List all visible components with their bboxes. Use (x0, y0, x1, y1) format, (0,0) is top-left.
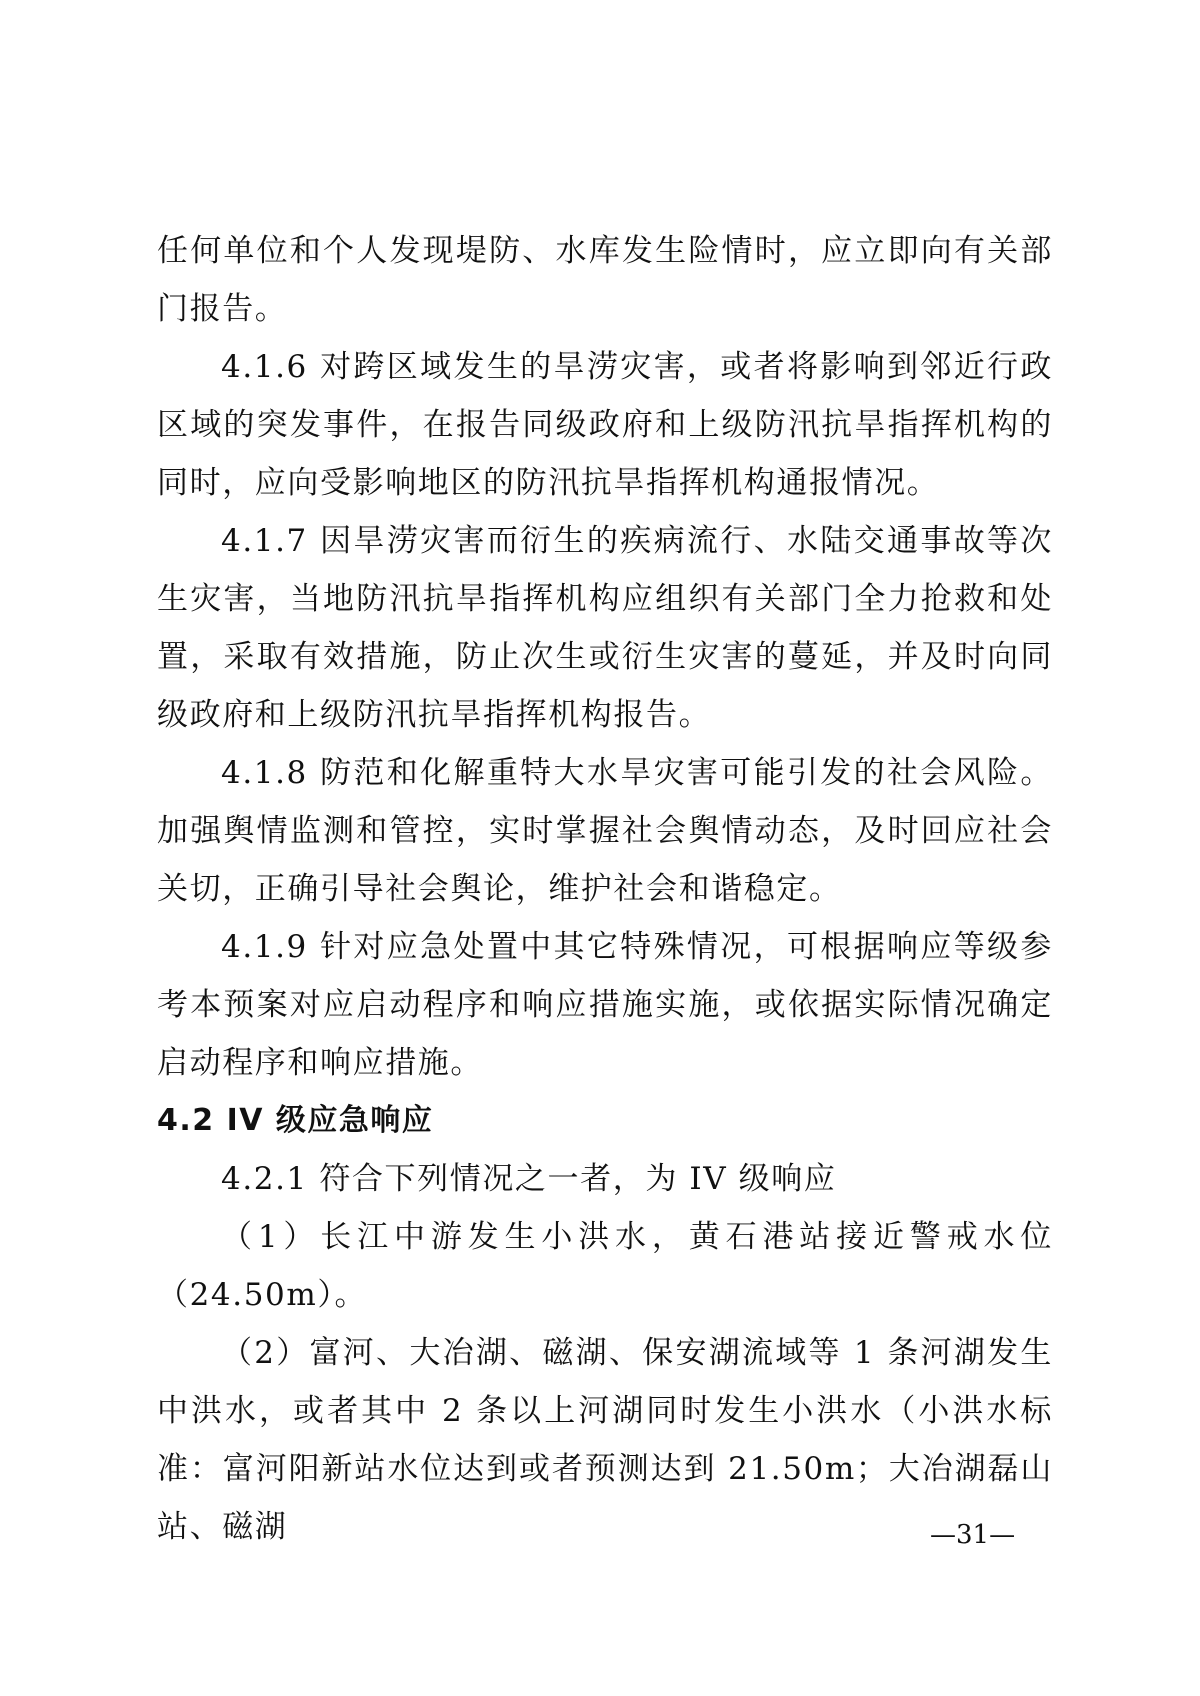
paragraph-4-1-9: 4.1.9 针对应急处置中其它特殊情况，可根据响应等级参考本预案对应启动程序和响应措施实施，或依据实际情况确定启动程序和响应措施。 (157, 929, 1053, 1081)
paragraph-report-danger: 任何单位和个人发现堤防、水库发生险情时，应立即向有关部门报告。 (157, 233, 1053, 327)
paragraph-4-1-8: 4.1.8 防范和化解重特大水旱灾害可能引发的社会风险。加强舆情监测和管控，实时掌握社会舆情动态，及时回应社会关切，正确引导社会舆论，维护社会和谐稳定。 (157, 755, 1053, 907)
paragraph-4-2-1-item-1: （1）长江中游发生小洪水，黄石港站接近警戒水位（24.50m）。 (157, 1219, 1053, 1313)
paragraph-4-1-7: 4.1.7 因旱涝灾害而衍生的疾病流行、水陆交通事故等次生灾害，当地防汛抗旱指挥机构应组织有关部门全力抢救和处置，采取有效措施，防止次生或衍生灾害的蔓延，并及时向同级政府和上级防汛抗旱指挥机构报告。 (157, 523, 1053, 733)
paragraph-4-1-6: 4.1.6 对跨区域发生的旱涝灾害，或者将影响到邻近行政区域的突发事件，在报告同级政府和上级防汛抗旱指挥机构的同时，应向受影响地区的防汛抗旱指挥机构通报情况。 (157, 349, 1053, 501)
page-number: —31— (930, 1520, 1016, 1550)
paragraph-4-2-1-item-2: （2）富河、大冶湖、磁湖、保安湖流域等 1 条河湖发生中洪水，或者其中 2 条以上河湖同时发生小洪水（小洪水标准：富河阳新站水位达到或者预测达到 21.50m；大冶湖磊山站、磁湖 (157, 1335, 1053, 1545)
section-heading-4-2: 4.2 IV 级应急响应 (157, 1103, 434, 1138)
paragraph-4-2-1: 4.2.1 符合下列情况之一者，为 IV 级响应 (221, 1161, 837, 1197)
document-page (157, 222, 1053, 1556)
